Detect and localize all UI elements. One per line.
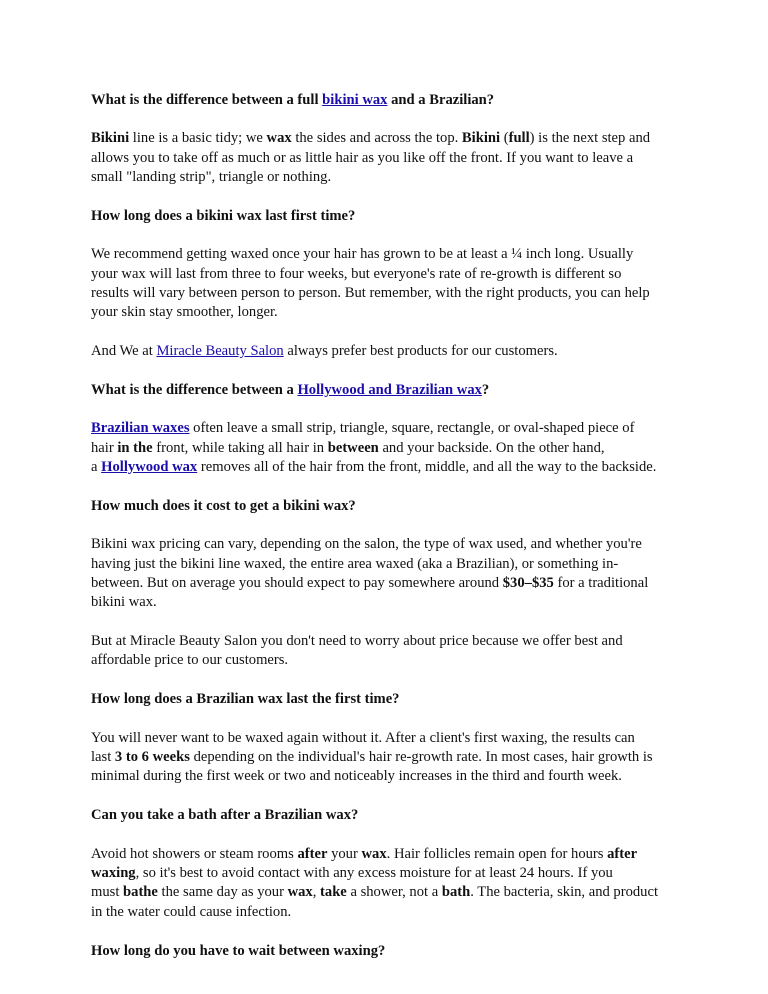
- bold-text: Bikini: [461, 130, 501, 147]
- bold-text: between: [327, 439, 379, 456]
- bold-text: take: [320, 884, 347, 901]
- text: your skin stay smoother, longer.: [91, 304, 278, 321]
- text: must: [91, 884, 124, 901]
- text: a shower, not a: [346, 884, 442, 901]
- text: between. But on average you should expect to pay somewhere around: [91, 575, 503, 592]
- heading-full-bikini-vs-brazilian: [91, 91, 691, 110]
- text: But at Miracle Beauty Salon you don't need to worry about price because we offer best and: [91, 632, 623, 649]
- text: your wax will last from three to four weeks, but everyone's rate of re-growth is different so: [91, 265, 622, 282]
- answer-paragraph: [91, 729, 691, 787]
- bikini-wax-link[interactable]: bikini wax: [322, 92, 388, 108]
- price-range: $30–$35: [502, 575, 554, 592]
- text: We recommend getting waxed once your hair has grown to be at least a ¼ inch long. Usually: [91, 246, 634, 263]
- answer-paragraph: [91, 129, 691, 187]
- bold-text: after: [607, 845, 638, 862]
- heading-wait-between-waxing: How long do you have to wait between waxing?: [91, 942, 386, 959]
- heading-text: What is the difference between a full: [91, 92, 323, 108]
- text: last: [91, 748, 115, 765]
- hollywood-brazilian-link[interactable]: Hollywood and Brazilian wax: [297, 381, 482, 398]
- text: removes all of the hair from the front, middle, and all the way to the backside.: [197, 458, 657, 475]
- text: the sides and across the top.: [291, 130, 462, 147]
- bold-text: waxing: [91, 865, 136, 882]
- bold-text: wax: [361, 845, 387, 862]
- text: Bikini wax pricing can vary, depending on the salon, the type of wax used, and whether you're: [91, 536, 642, 553]
- text: minimal during the first week or two and noticeably increases in the third and fourth week.: [91, 768, 622, 785]
- heading-bath-after-wax: Can you take a bath after a Brazilian wax?: [91, 807, 359, 824]
- heading-brazilian-wax-duration: How long does a Brazilian wax last the first time?: [91, 691, 400, 708]
- text: results will vary between person to person. But remember, with the right products, you can help: [91, 285, 650, 302]
- bold-text: in the: [117, 439, 153, 456]
- text: having just the bikini line waxed, the entire area waxed (aka a Brazilian), or something in-: [91, 555, 619, 572]
- text: affordable price to our customers.: [91, 651, 289, 668]
- text: allows you to take off as much or as little hair as you like off the front. If you want to leave a: [91, 149, 634, 166]
- bold-text: after: [297, 845, 328, 862]
- heading-bikini-wax-duration: How long does a bikini wax last first time?: [91, 208, 356, 225]
- bold-text: 3 to 6 weeks: [114, 748, 190, 765]
- text: and your backside. On the other hand,: [378, 439, 605, 456]
- answer-paragraph: [91, 845, 691, 922]
- text: You will never want to be waxed again without it. After a client's first waxing, the results can: [91, 729, 635, 746]
- text: line is a basic tidy; we: [129, 130, 267, 147]
- text: ,: [312, 884, 321, 901]
- text: small "landing strip", triangle or nothing.: [91, 168, 332, 185]
- heading-bikini-wax-cost: How much does it cost to get a bikini wax?: [91, 498, 356, 515]
- salon-paragraph: [91, 342, 691, 361]
- answer-paragraph: [91, 245, 691, 322]
- text: the same day as your: [157, 884, 288, 901]
- miracle-beauty-salon-link[interactable]: Miracle Beauty Salon: [156, 342, 284, 359]
- bold-text: Bikini: [91, 130, 130, 147]
- text: . Hair follicles remain open for hours: [386, 845, 608, 862]
- text: a: [91, 458, 102, 475]
- text: Avoid hot showers or steam rooms: [91, 845, 298, 862]
- document-page: [91, 91, 691, 961]
- answer-paragraph: [91, 419, 691, 477]
- heading-text: and a Brazilian?: [387, 92, 495, 108]
- heading-text: ?: [481, 381, 490, 398]
- text: And We at: [91, 342, 157, 359]
- bold-text: wax: [287, 884, 313, 901]
- text: always prefer best products for our customers.: [283, 342, 558, 359]
- price-paragraph: [91, 632, 691, 671]
- text: your: [327, 845, 362, 862]
- text: . The bacteria, skin, and product: [470, 884, 659, 901]
- text: front, while taking all hair in: [152, 439, 328, 456]
- text: often leave a small strip, triangle, square, rectangle, or oval-shaped piece of: [189, 420, 635, 437]
- text: , so it's best to avoid contact with any excess moisture for at least 24 hours. If you: [135, 865, 613, 882]
- text: in the water could cause infection.: [91, 903, 292, 920]
- answer-paragraph: [91, 535, 691, 612]
- text: bikini wax.: [91, 594, 157, 611]
- text: (: [500, 130, 509, 147]
- heading-hollywood-vs-brazilian: [91, 381, 691, 400]
- bold-text: bathe: [123, 884, 158, 901]
- text: depending on the individual's hair re-growth rate. In most cases, hair growth is: [189, 748, 653, 765]
- text: ) is the next step and: [529, 130, 651, 147]
- text: hair: [91, 439, 118, 456]
- brazilian-waxes-link[interactable]: Brazilian waxes: [91, 420, 190, 437]
- bold-text: full: [508, 130, 530, 147]
- heading-text: What is the difference between a: [91, 381, 298, 398]
- text: for a traditional: [553, 575, 649, 592]
- bold-text: wax: [266, 130, 292, 147]
- hollywood-wax-link[interactable]: Hollywood wax: [101, 458, 198, 475]
- bold-text: bath: [441, 884, 471, 901]
